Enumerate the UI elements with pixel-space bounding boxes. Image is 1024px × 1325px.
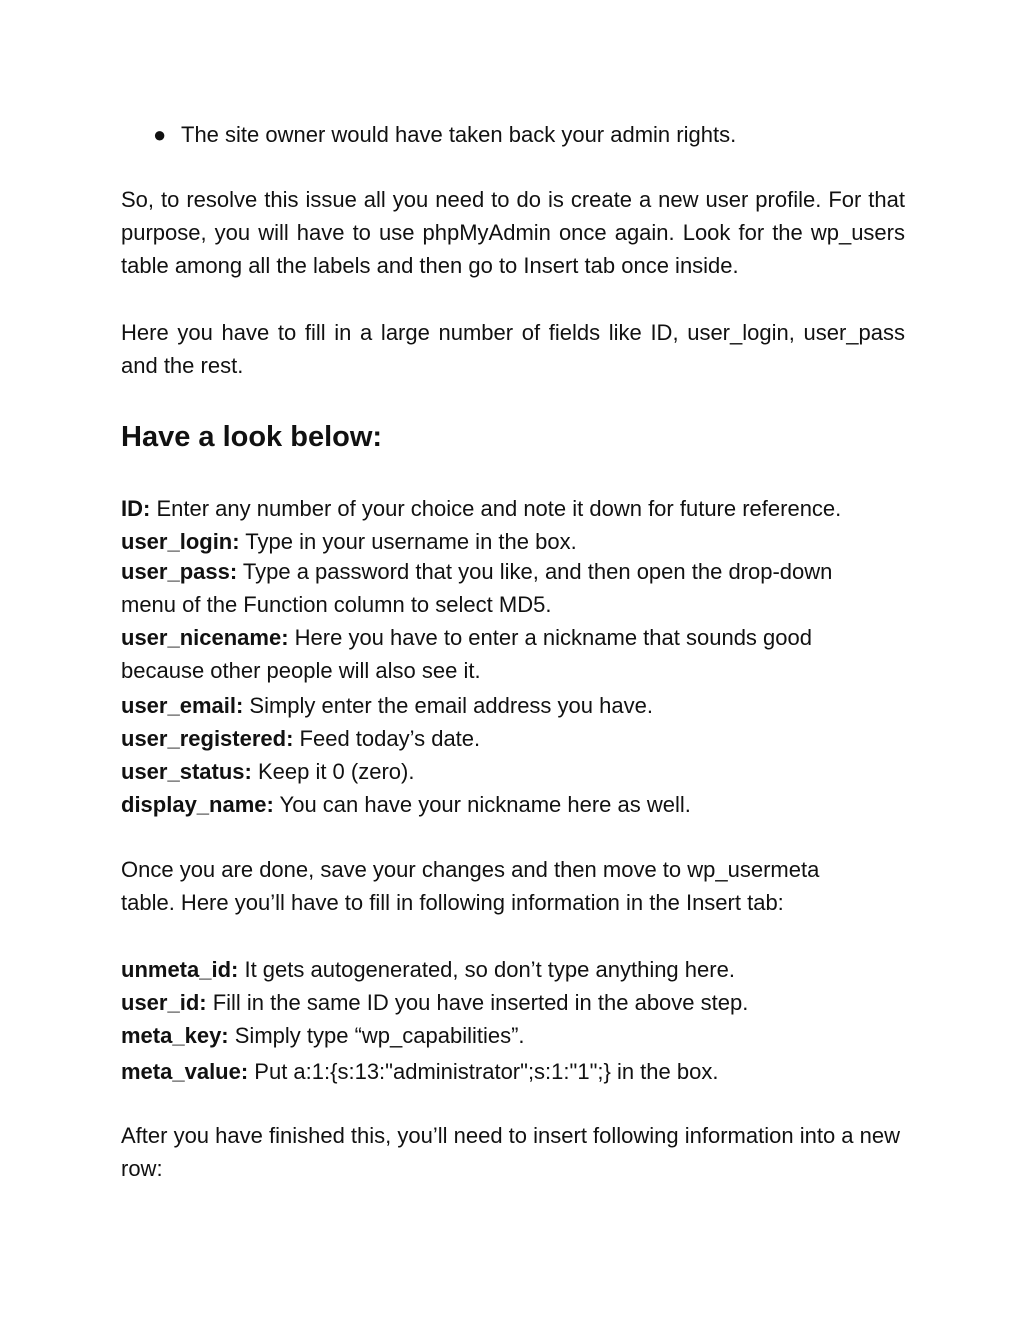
field-meta-key: [121, 1019, 905, 1052]
field-desc: Fill in the same ID you have inserted in the above step.: [206, 990, 749, 1015]
field-user-nicename: [121, 621, 861, 687]
field-desc: Here you have to enter a nickname that sounds good because other people will also see it.: [121, 625, 812, 683]
field-term: user_registered:: [121, 726, 294, 751]
field-desc: Put a:1:{s:13:"administrator";s:1:"1";} in the box.: [248, 1059, 719, 1084]
paragraph-usermeta: Once you are done, save your changes and then move to wp_usermeta table. Here you’ll have to fill in following information in the Insert tab:: [121, 857, 820, 915]
field-unmeta-id: [121, 953, 905, 986]
bullet-text: The site owner would have taken back your admin rights.: [181, 122, 737, 147]
field-term: user_status:: [121, 759, 252, 784]
field-user-login: [121, 525, 905, 558]
bullet-dot-icon: ●: [153, 122, 167, 147]
paragraph-new-row: After you have finished this, you’ll need to insert following information into a new row:: [121, 1123, 900, 1181]
field-term: meta_value:: [121, 1059, 249, 1084]
field-term: unmeta_id:: [121, 957, 239, 982]
paragraph-fields-intro: Here you have to fill in a large number of fields like ID, user_login, user_pass and the rest.: [121, 320, 905, 378]
field-desc: Keep it 0 (zero).: [251, 759, 415, 784]
field-user-id: [121, 986, 905, 1019]
field-user-pass: [121, 555, 881, 621]
bullet-item: [153, 118, 736, 151]
field-term: meta_key:: [121, 1023, 229, 1048]
field-desc: You can have your nickname here as well.: [273, 792, 691, 817]
field-term: user_pass:: [121, 559, 238, 584]
field-desc: Type a password that you like, and then open the drop-down menu of the Function column to select MD5.: [121, 559, 833, 617]
field-desc: Feed today’s date.: [293, 726, 481, 751]
field-term: user_nicename:: [121, 625, 289, 650]
section-heading: Have a look below:: [121, 421, 383, 453]
field-id: [121, 492, 905, 525]
field-desc: Type in your username in the box.: [239, 529, 577, 554]
field-term: display_name:: [121, 792, 274, 817]
field-term: user_login:: [121, 529, 240, 554]
field-term: user_email:: [121, 693, 244, 718]
field-user-email: [121, 689, 905, 722]
paragraph-resolve: So, to resolve this issue all you need to do is create a new user profile. For that purpose, you will have to use phpMyAdmin once again. Look for the wp_users table among all the labels and then go to Insert tab once inside.: [121, 187, 905, 278]
field-term: ID:: [121, 496, 151, 521]
field-user-registered: [121, 722, 905, 755]
field-term: user_id:: [121, 990, 207, 1015]
field-desc: Enter any number of your choice and note it down for future reference.: [150, 496, 842, 521]
field-display-name: [121, 788, 905, 821]
field-meta-value: [121, 1055, 905, 1088]
field-desc: It gets autogenerated, so don’t type anything here.: [238, 957, 735, 982]
users-field-list: [121, 492, 905, 821]
field-desc: Simply enter the email address you have.: [243, 693, 653, 718]
meta-field-list: [121, 953, 905, 1088]
field-user-status: [121, 755, 905, 788]
field-desc: Simply type “wp_capabilities”.: [228, 1023, 525, 1048]
